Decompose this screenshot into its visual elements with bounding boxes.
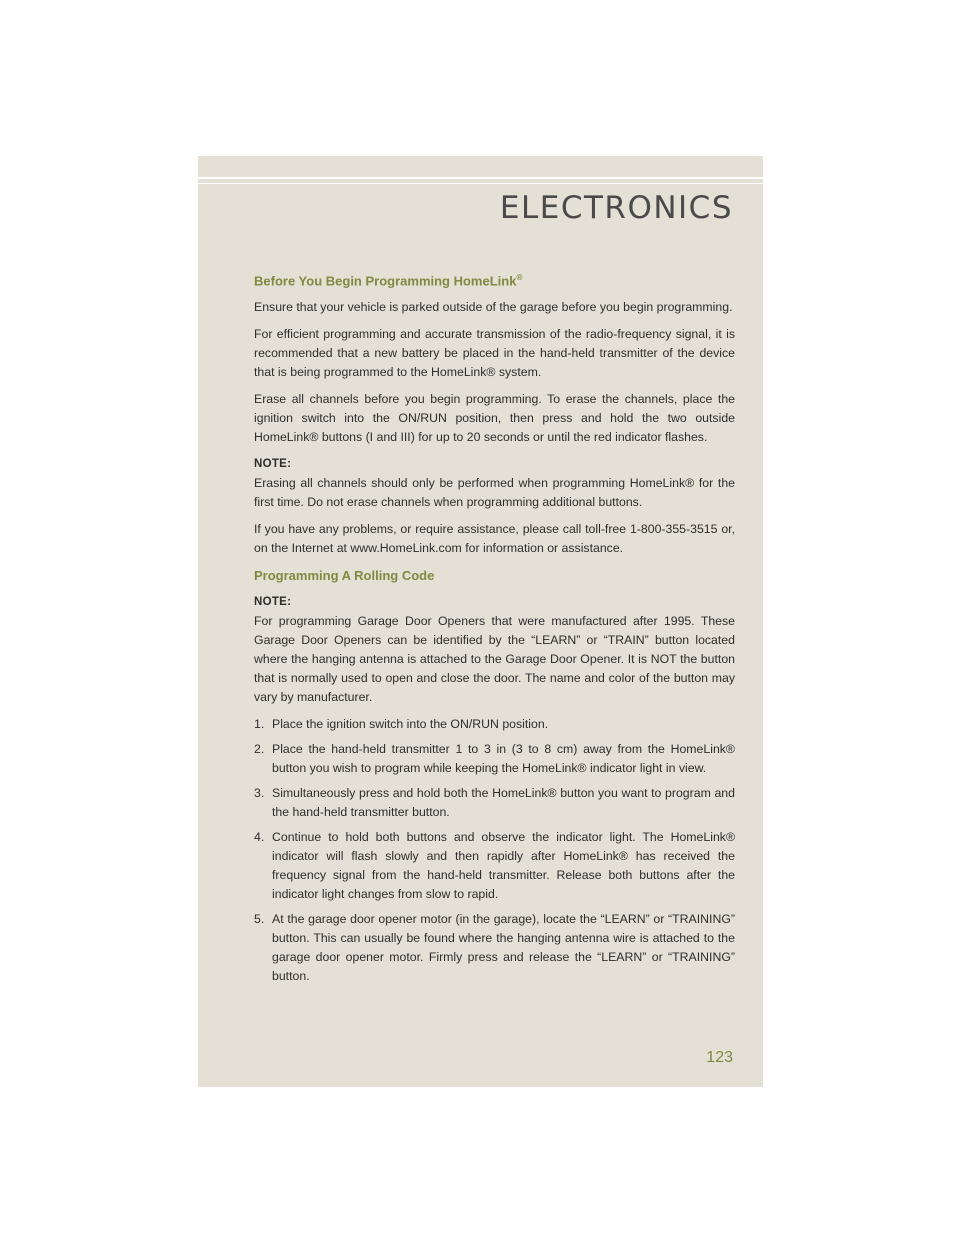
paragraph: Ensure that your vehicle is parked outside of the garage before you begin programming. <box>254 300 733 315</box>
step-number: 3. <box>254 786 265 801</box>
note-erasing <box>254 455 735 512</box>
manual-page <box>198 156 763 1087</box>
step-item <box>254 910 735 986</box>
note-text: For programming Garage Door Openers that were manufactured after 1995. These Garage Door Openers can be identified by the “LEARN” or “TRAIN” button located where the hanging antenna is attached to the Garage Door Opener. It is NOT the button that is normally used to open and close the door. The name and color of the button may vary by manufacturer. <box>254 614 735 705</box>
header-rule-top <box>198 177 763 179</box>
heading-before-you-begin: Before You Begin Programming HomeLink® <box>254 273 523 289</box>
paragraph-assistance: If you have any problems, or require assistance, please call toll-free 1-800-355-3515 or, on the Internet at www.HomeLink.com for information or assistance. <box>254 522 735 556</box>
step-number: 4. <box>254 830 265 845</box>
step-text: Simultaneously press and hold both the HomeLink® button you want to program and the hand-held transmitter button. <box>272 786 735 820</box>
steps-list <box>254 715 735 986</box>
step-item <box>254 715 735 734</box>
note-label: NOTE: <box>254 596 292 609</box>
step-item <box>254 740 735 778</box>
section-title: ELECTRONICS <box>499 190 733 226</box>
step-item <box>254 828 735 904</box>
step-text: Continue to hold both buttons and observe the indicator light. The HomeLink® indicator will flash slowly and then rapidly after HomeLink® has received the frequency signal from the hand-held transmitter. Release both buttons after the indicator light changes from slow to rapid. <box>272 830 735 902</box>
note-rolling-code <box>254 593 735 707</box>
note-text: Erasing all channels should only be performed when programming HomeLink® for the first time. Do not erase channels when programming additional buttons. <box>254 476 735 510</box>
step-text: Place the ignition switch into the ON/RUN position. <box>272 717 549 732</box>
step-number: 2. <box>254 742 265 757</box>
page-number: 123 <box>706 1049 733 1066</box>
header-rule-bottom <box>198 183 763 184</box>
step-text: At the garage door opener motor (in the garage), locate the “LEARN” or “TRAINING” button. This can usually be found where the hanging antenna wire is attached to the garage door opener motor. Firmly press and release the “LEARN” or “TRAINING” button. <box>272 912 735 984</box>
note-label: NOTE: <box>254 458 292 471</box>
step-text: Place the hand-held transmitter 1 to 3 in (3 to 8 cm) away from the HomeLink® button you wish to program while keeping the HomeLink® indicator light in view. <box>272 742 735 776</box>
page-content <box>254 268 735 992</box>
heading-rolling-code: Programming A Rolling Code <box>254 568 435 584</box>
paragraph: For efficient programming and accurate transmission of the radio-frequency signal, it is recommended that a new battery be placed in the hand-held transmitter of the device that is being programmed to the HomeLink® system. <box>254 327 735 380</box>
step-number: 1. <box>254 717 265 732</box>
step-item <box>254 784 735 822</box>
paragraph: Erase all channels before you begin programming. To erase the channels, place the ignition switch into the ON/RUN position, then press and hold the two outside HomeLink® buttons (I and III) for up to 20 seconds or until the red indicator flashes. <box>254 392 735 445</box>
step-number: 5. <box>254 912 265 927</box>
